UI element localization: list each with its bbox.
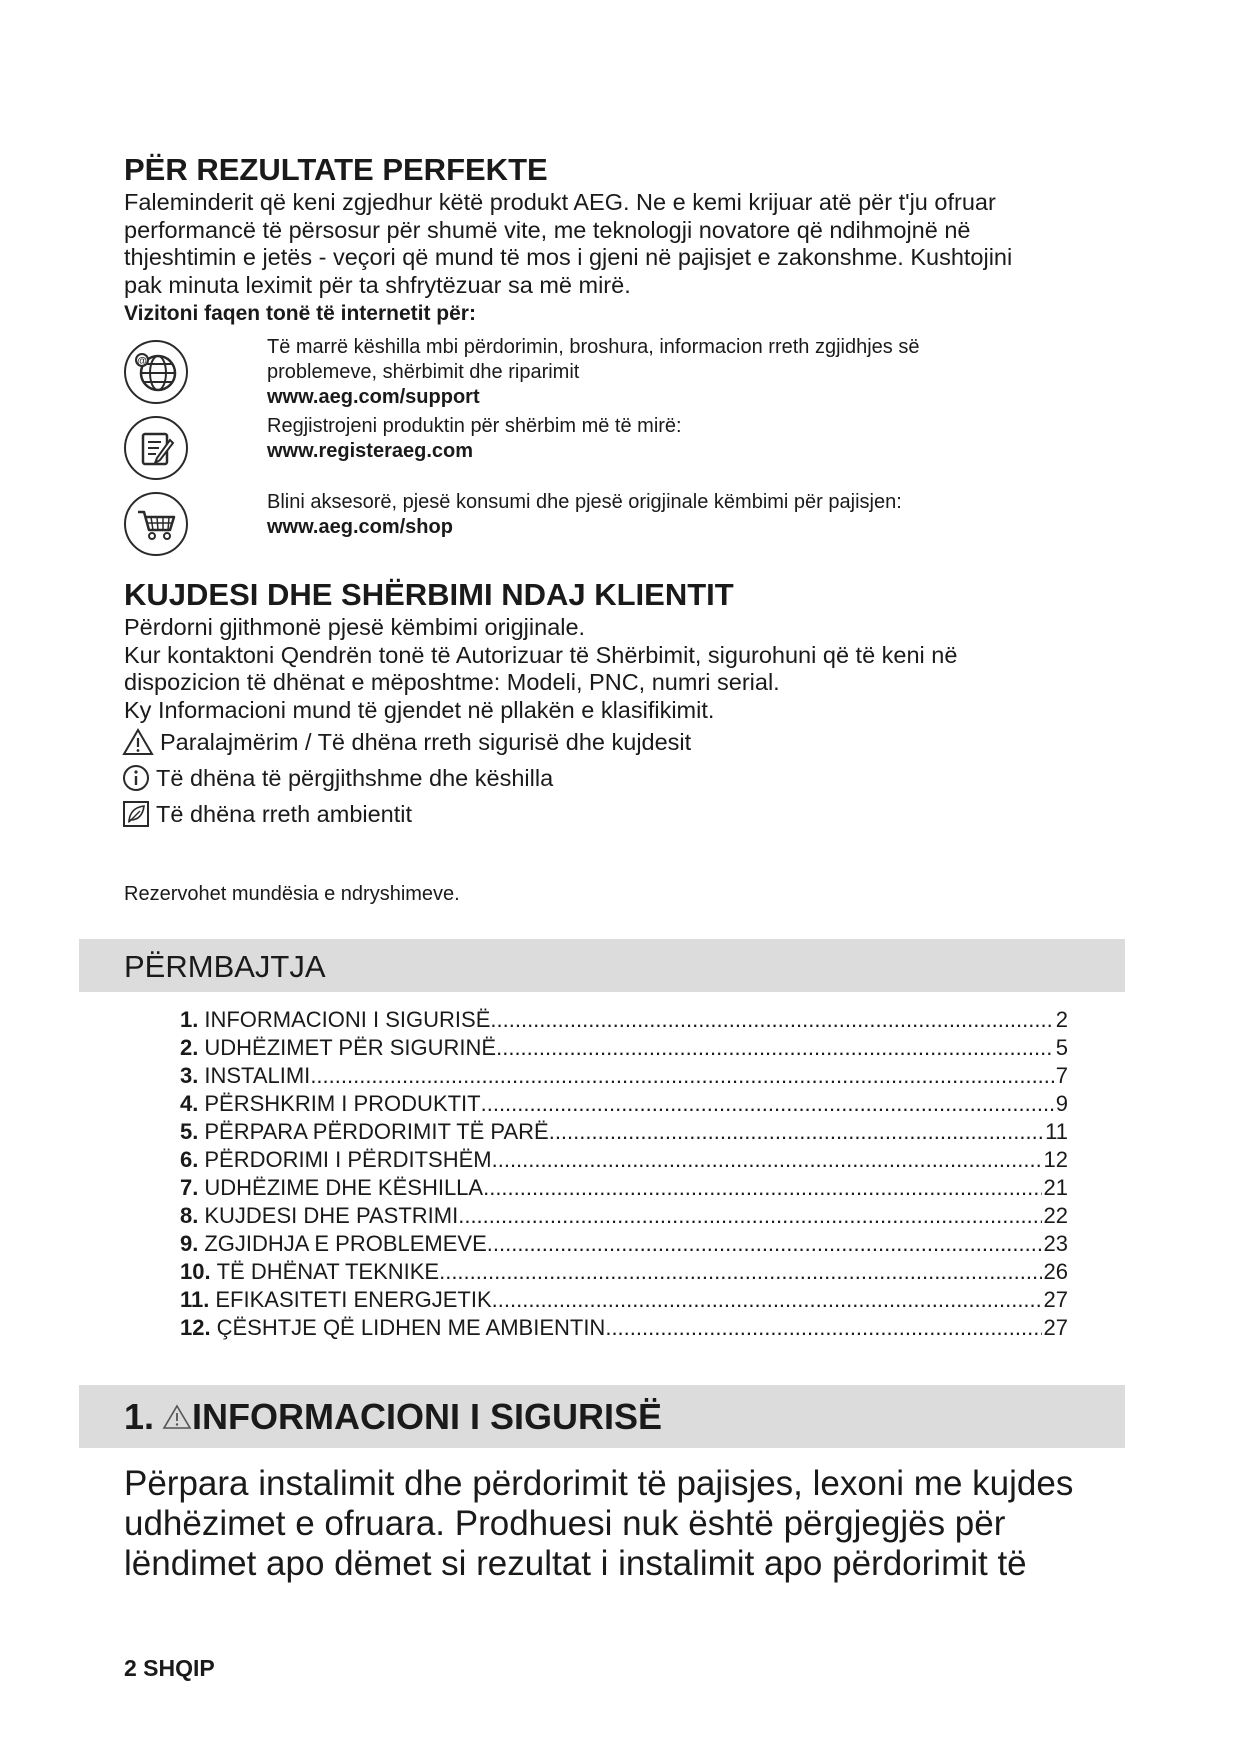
toc-item[interactable] <box>180 1062 1068 1090</box>
section-title-results: PËR REZULTATE PERFEKTE <box>124 152 548 187</box>
toc-label: PËRDORIMI I PËRDITSHËM <box>204 1147 492 1172</box>
contents-title: PËRMBAJTJA <box>124 949 326 984</box>
warning-icon <box>162 1403 192 1431</box>
toc-label: ÇËSHTJE QË LIDHEN ME AMBIENTIN <box>216 1315 606 1340</box>
visit-label: Vizitoni faqen tonë të internetit për: <box>124 302 476 325</box>
info-icon <box>122 764 150 792</box>
leaf-icon <box>122 800 150 828</box>
toc-item[interactable] <box>180 1286 1068 1314</box>
toc-page: 27 <box>1043 1287 1068 1312</box>
intro-line: Faleminderit që keni zgjedhur këtë produkt AEG. Ne e kemi krijuar atë për t'ju ofruar <box>124 189 996 215</box>
toc-item[interactable] <box>180 1118 1068 1146</box>
toc-number: 6. <box>180 1147 199 1172</box>
toc-leader <box>492 1146 1042 1174</box>
toc-item[interactable] <box>180 1258 1068 1286</box>
care-line: Kur kontaktoni Qendrën tonë të Autorizuar të Shërbimit, sigurohuni që të keni në <box>124 641 958 668</box>
globe-icon <box>124 340 188 404</box>
reserve-note: Rezervohet mundësia e ndryshimeve. <box>124 883 460 905</box>
safety-paragraph <box>124 1464 1124 1584</box>
symbol-legend <box>122 724 691 832</box>
legend-environment <box>122 796 691 832</box>
toc-item[interactable] <box>180 1174 1068 1202</box>
toc-label: UDHËZIMET PËR SIGURINË <box>204 1035 497 1060</box>
toc-item[interactable] <box>180 1230 1068 1258</box>
toc-leader <box>483 1174 1041 1202</box>
toc-page: 7 <box>1055 1063 1068 1088</box>
legend-info <box>122 760 691 796</box>
safety-line: Përpara instalimit dhe përdorimit të pajisjes, lexoni me kujdes <box>124 1464 1074 1503</box>
toc-label: EFIKASITETI ENERGJETIK <box>215 1287 492 1312</box>
support-link[interactable]: www.aeg.com/support <box>267 386 480 408</box>
resource-shop <box>267 490 902 540</box>
safety-number: 1. <box>124 1396 155 1437</box>
toc-page: 23 <box>1043 1231 1068 1256</box>
legend-text: Paralajmërim / Të dhëna rreth sigurisë dhe kujdesit <box>160 729 692 755</box>
toc-leader <box>549 1118 1043 1146</box>
toc-page: 11 <box>1045 1119 1068 1144</box>
warning-icon <box>122 728 154 756</box>
section-title-safety <box>124 1396 662 1438</box>
section-title-care: KUJDESI DHE SHËRBIMI NDAJ KLIENTIT <box>124 577 734 612</box>
safety-line: lëndimet apo dëmet si rezultat i instalimit apo përdorimit të <box>124 1544 1027 1583</box>
toc-label: PËRPARA PËRDORIMIT TË PARË <box>204 1119 549 1144</box>
toc-number: 1. <box>180 1007 199 1032</box>
toc-number: 4. <box>180 1091 199 1116</box>
toc-number: 9. <box>180 1231 199 1256</box>
toc-label: INFORMACIONI I SIGURISË <box>204 1007 491 1032</box>
intro-line: pak minuta leximit për ta shfrytëzuar sa më mirë. <box>124 271 631 298</box>
register-icon <box>124 416 188 480</box>
intro-paragraph <box>124 189 1124 299</box>
care-line: Përdorni gjithmonë pjesë këmbimi origjinale. <box>124 614 586 640</box>
resource-line: Të marrë këshilla mbi përdorimin, broshura, informacion rreth zgjidhjes së <box>267 336 920 358</box>
intro-line: performancë të përsosur për shumë vite, me teknologji novatore që ndihmojnë në <box>124 216 971 243</box>
toc-leader <box>481 1090 1054 1118</box>
legend-text: Të dhëna rreth ambientit <box>156 801 413 827</box>
toc-label: KUJDESI DHE PASTRIMI <box>204 1203 459 1228</box>
toc-item[interactable] <box>180 1034 1068 1062</box>
toc-number: 8. <box>180 1203 199 1228</box>
care-paragraph <box>124 614 1124 724</box>
toc-leader <box>310 1062 1053 1090</box>
toc-item[interactable] <box>180 1006 1068 1034</box>
resource-line: Blini aksesorë, pjesë konsumi dhe pjesë origjinale këmbimi për pajisjen: <box>267 491 902 513</box>
toc-label: TË DHËNAT TEKNIKE <box>216 1259 440 1284</box>
register-link[interactable]: www.registeraeg.com <box>267 440 473 462</box>
toc-leader <box>492 1286 1042 1314</box>
resource-support <box>267 335 919 410</box>
toc-number: 7. <box>180 1175 199 1200</box>
shop-link[interactable]: www.aeg.com/shop <box>267 516 453 538</box>
toc-label: UDHËZIME DHE KËSHILLA <box>204 1175 484 1200</box>
toc-page: 5 <box>1055 1035 1068 1060</box>
toc-page: 9 <box>1055 1091 1068 1116</box>
resource-register <box>267 414 682 464</box>
toc-number: 5. <box>180 1119 199 1144</box>
svg-text:@: @ <box>137 356 147 367</box>
toc-page: 2 <box>1055 1007 1068 1032</box>
toc-page: 26 <box>1043 1259 1068 1284</box>
page-footer: 2 SHQIP <box>124 1655 215 1681</box>
toc-label: INSTALIMI <box>204 1063 311 1088</box>
safety-line: udhëzimet e ofruara. Prodhuesi nuk është përgjegjës për <box>124 1504 1006 1543</box>
toc-number: 2. <box>180 1035 199 1060</box>
resource-line: Regjistrojeni produktin për shërbim më të mirë: <box>267 415 682 437</box>
toc-leader <box>605 1314 1041 1342</box>
toc-leader <box>487 1230 1042 1258</box>
toc-number: 3. <box>180 1063 199 1088</box>
legend-warning <box>122 724 691 760</box>
toc-page: 21 <box>1043 1175 1068 1200</box>
shopping-cart-icon <box>124 492 188 556</box>
toc-item[interactable] <box>180 1090 1068 1118</box>
resource-line: problemeve, shërbimit dhe riparimit <box>267 361 580 383</box>
toc-page: 12 <box>1043 1147 1068 1172</box>
toc-page: 27 <box>1043 1315 1068 1340</box>
toc-label: ZGJIDHJA E PROBLEMEVE <box>204 1231 487 1256</box>
toc-leader <box>458 1202 1041 1230</box>
toc-leader <box>490 1006 1053 1034</box>
table-of-contents <box>180 1006 1068 1342</box>
intro-line: thjeshtimin e jetës - veçori që mund të mos i gjeni në pajisjet e zakonshme. Kushtojini <box>124 244 1013 270</box>
toc-item[interactable] <box>180 1314 1068 1342</box>
toc-number: 12. <box>180 1315 211 1340</box>
toc-item[interactable] <box>180 1146 1068 1174</box>
care-line: dispozicion të dhënat e mëposhtme: Modeli, PNC, numri serial. <box>124 669 780 695</box>
toc-page: 22 <box>1043 1203 1068 1228</box>
care-line: Ky Informacioni mund të gjendet në pllakën e klasifikimit. <box>124 696 715 723</box>
toc-leader <box>439 1258 1041 1286</box>
toc-number: 11. <box>180 1287 210 1312</box>
toc-item[interactable] <box>180 1202 1068 1230</box>
safety-title: INFORMACIONI I SIGURISË <box>192 1396 663 1437</box>
legend-text: Të dhëna të përgjithshme dhe këshilla <box>156 765 554 791</box>
toc-number: 10. <box>180 1259 211 1284</box>
toc-label: PËRSHKRIM I PRODUKTIT <box>204 1091 481 1116</box>
toc-leader <box>496 1034 1054 1062</box>
